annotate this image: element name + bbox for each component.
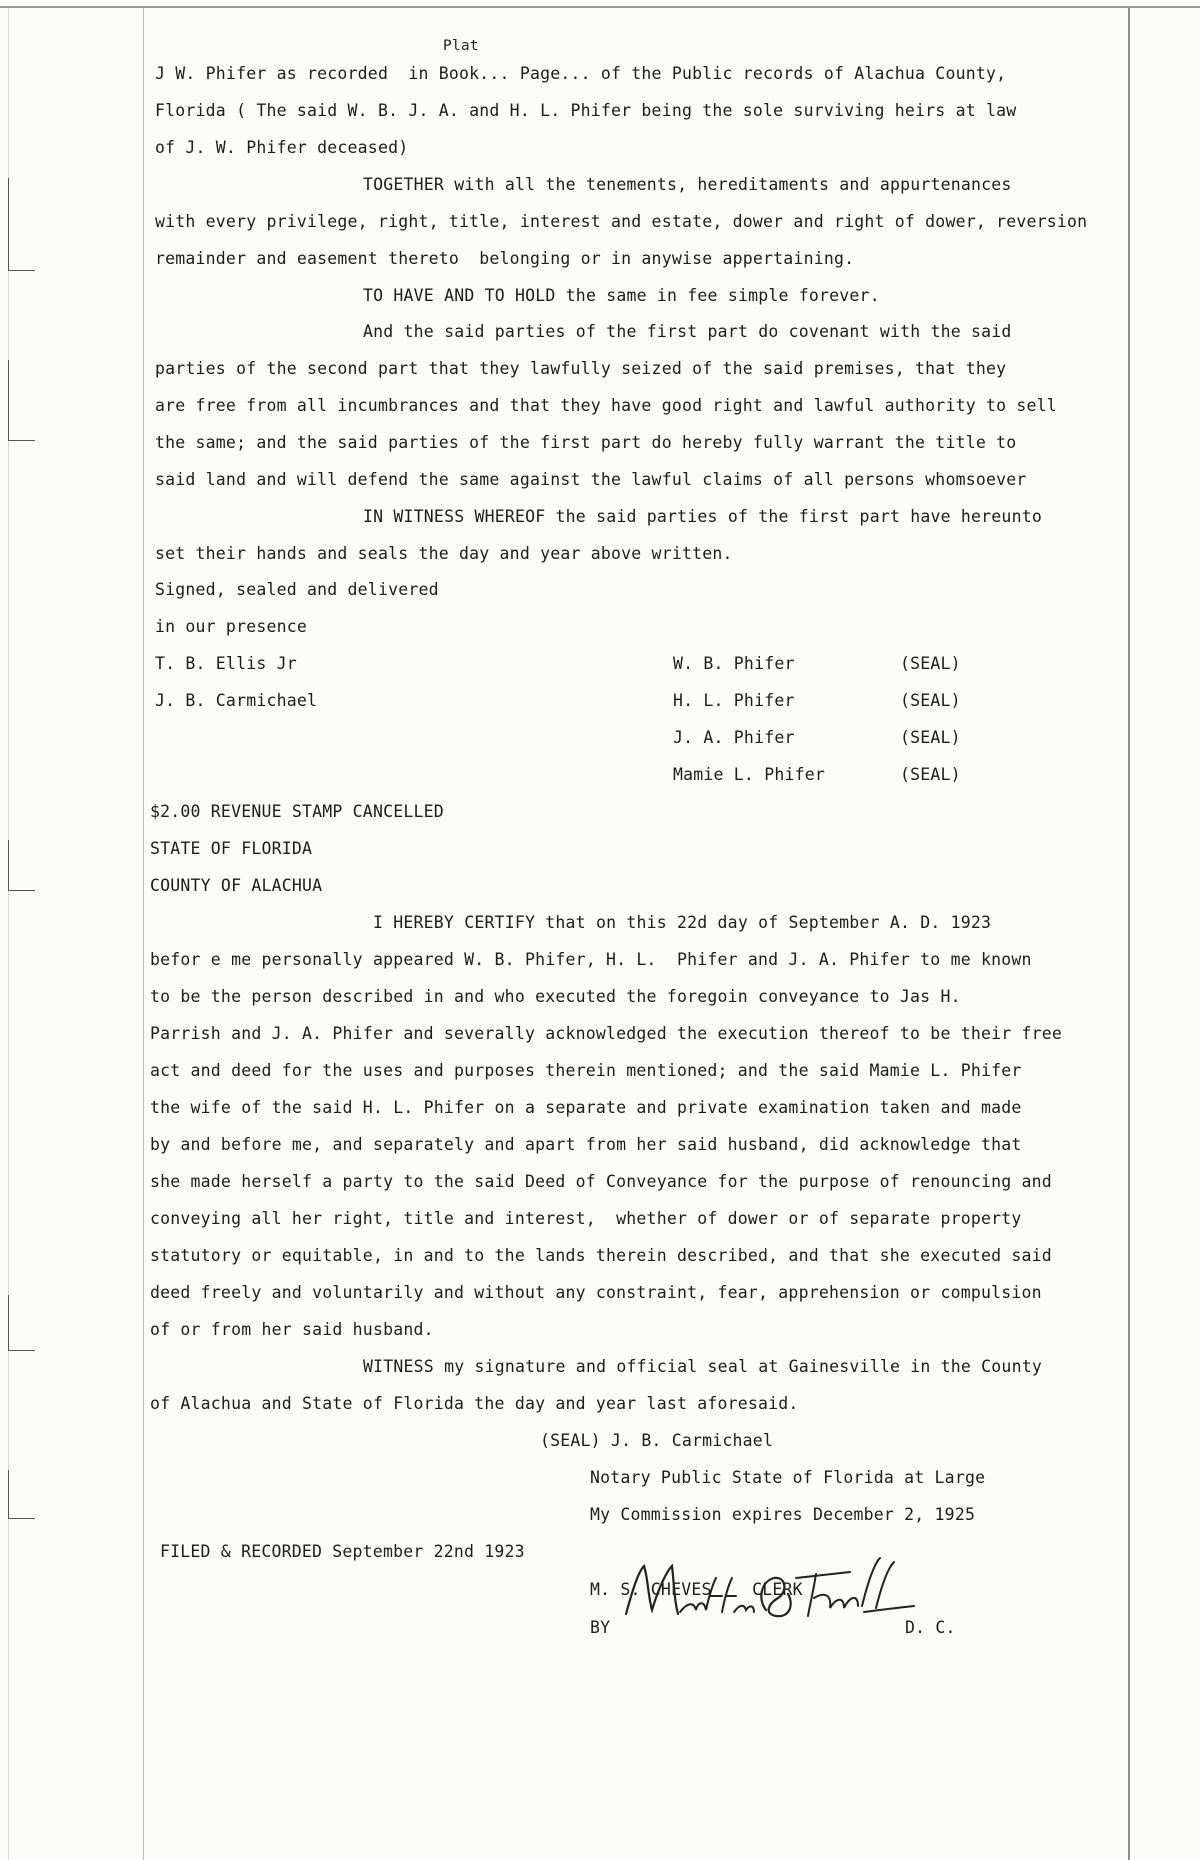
- seal-mark: (SEAL): [900, 765, 961, 784]
- notary-title: Notary Public State of Florida at Large: [590, 1468, 986, 1487]
- text-line: set their hands and seals the day and year above written.: [155, 544, 733, 563]
- text-line: J W. Phifer as recorded in Book... Page... of the Public records of Alachua County,: [155, 64, 1007, 83]
- grantor-name: H. L. Phifer: [673, 691, 795, 710]
- text-line: the wife of the said H. L. Phifer on a separate and private examination taken and made: [150, 1098, 1022, 1117]
- seal-mark: (SEAL): [900, 691, 961, 710]
- signed-sealed-label: Signed, sealed and delivered: [155, 580, 439, 599]
- text-line: are free from all incumbrances and that they have good right and lawful authority to sell: [155, 396, 1057, 415]
- text-line: conveying all her right, title and interest, whether of dower or of separate property: [150, 1209, 1022, 1228]
- text-line: the same; and the said parties of the first part do hereby fully warrant the title to: [155, 433, 1017, 452]
- text-line: Parrish and J. A. Phifer and severally acknowledged the execution thereof to be their free: [150, 1024, 1063, 1043]
- plat-insertion: Plat: [443, 38, 479, 54]
- outer-margin-rule: [8, 8, 9, 1860]
- text-line: TO HAVE AND TO HOLD the same in fee simple forever.: [363, 286, 880, 305]
- deputy-clerk-suffix: D. C.: [905, 1618, 956, 1637]
- text-line: WITNESS my signature and official seal at Gainesville in the County: [363, 1357, 1042, 1376]
- text-line: Florida ( The said W. B. J. A. and H. L. Phifer being the sole surviving heirs at law: [155, 101, 1017, 120]
- text-line: remainder and easement thereto belonging or in anywise appertaining.: [155, 249, 855, 268]
- notary-commission: My Commission expires December 2, 1925: [590, 1505, 976, 1524]
- deputy-clerk-signature: [618, 1552, 918, 1632]
- clerk-name: M. S. CHEVES CLERK: [590, 1580, 803, 1599]
- text-line: of Alachua and State of Florida the day and year last aforesaid.: [150, 1394, 799, 1413]
- text-line: of or from her said husband.: [150, 1320, 434, 1339]
- margin-bracket: [8, 840, 35, 891]
- presence-label: in our presence: [155, 617, 308, 636]
- notary-signature: (SEAL) J. B. Carmichael: [540, 1431, 774, 1450]
- text-line: she made herself a party to the said Deed of Conveyance for the purpose of renouncing and: [150, 1172, 1052, 1191]
- seal-mark: (SEAL): [900, 728, 961, 747]
- witness-name: J. B. Carmichael: [155, 691, 318, 710]
- text-line: befor e me personally appeared W. B. Phifer, H. L. Phifer and J. A. Phifer to me known: [150, 950, 1032, 969]
- venue-state: STATE OF FLORIDA: [150, 839, 313, 858]
- margin-bracket: [8, 360, 35, 441]
- text-line: IN WITNESS WHEREOF the said parties of the first part have hereunto: [363, 507, 1042, 526]
- text-line: parties of the second part that they lawfully seized of the said premises, that they: [155, 359, 1007, 378]
- text-line: with every privilege, right, title, interest and estate, dower and right of dower, reversion: [155, 212, 1088, 231]
- grantor-name: W. B. Phifer: [673, 654, 795, 673]
- left-margin-rule: [143, 8, 144, 1860]
- text-line: deed freely and voluntarily and without any constraint, fear, apprehension or compulsion: [150, 1283, 1042, 1302]
- by-prefix: BY: [590, 1618, 611, 1637]
- text-line: to be the person described in and who executed the foregoin conveyance to Jas H.: [150, 987, 961, 1006]
- witness-name: T. B. Ellis Jr: [155, 654, 297, 673]
- text-line: act and deed for the uses and purposes therein mentioned; and the said Mamie L. Phifer: [150, 1061, 1022, 1080]
- margin-bracket: [8, 178, 35, 271]
- text-line: I HEREBY CERTIFY that on this 22d day of September A. D. 1923: [373, 913, 992, 932]
- text-line: said land and will defend the same against the lawful claims of all persons whomsoever: [155, 470, 1027, 489]
- seal-mark: (SEAL): [900, 654, 961, 673]
- text-line: TOGETHER with all the tenements, hereditaments and appurtenances: [363, 175, 1012, 194]
- text-line: by and before me, and separately and apart from her said husband, did acknowledge that: [150, 1135, 1022, 1154]
- grantor-name: J. A. Phifer: [673, 728, 795, 747]
- grantor-name: Mamie L. Phifer: [673, 765, 826, 784]
- text-line: of J. W. Phifer deceased): [155, 138, 409, 157]
- text-line: statutory or equitable, in and to the lands therein described, and that she executed said: [150, 1246, 1052, 1265]
- revenue-stamp-note: $2.00 REVENUE STAMP CANCELLED: [150, 802, 444, 821]
- venue-county: COUNTY OF ALACHUA: [150, 876, 323, 895]
- margin-bracket: [8, 1295, 35, 1351]
- filed-recorded-stamp: FILED & RECORDED September 22nd 1923: [160, 1542, 525, 1561]
- page-top-rule: [0, 6, 1200, 8]
- right-margin-rule: [1128, 8, 1130, 1860]
- text-line: And the said parties of the first part do covenant with the said: [363, 322, 1012, 341]
- margin-bracket: [8, 1470, 35, 1519]
